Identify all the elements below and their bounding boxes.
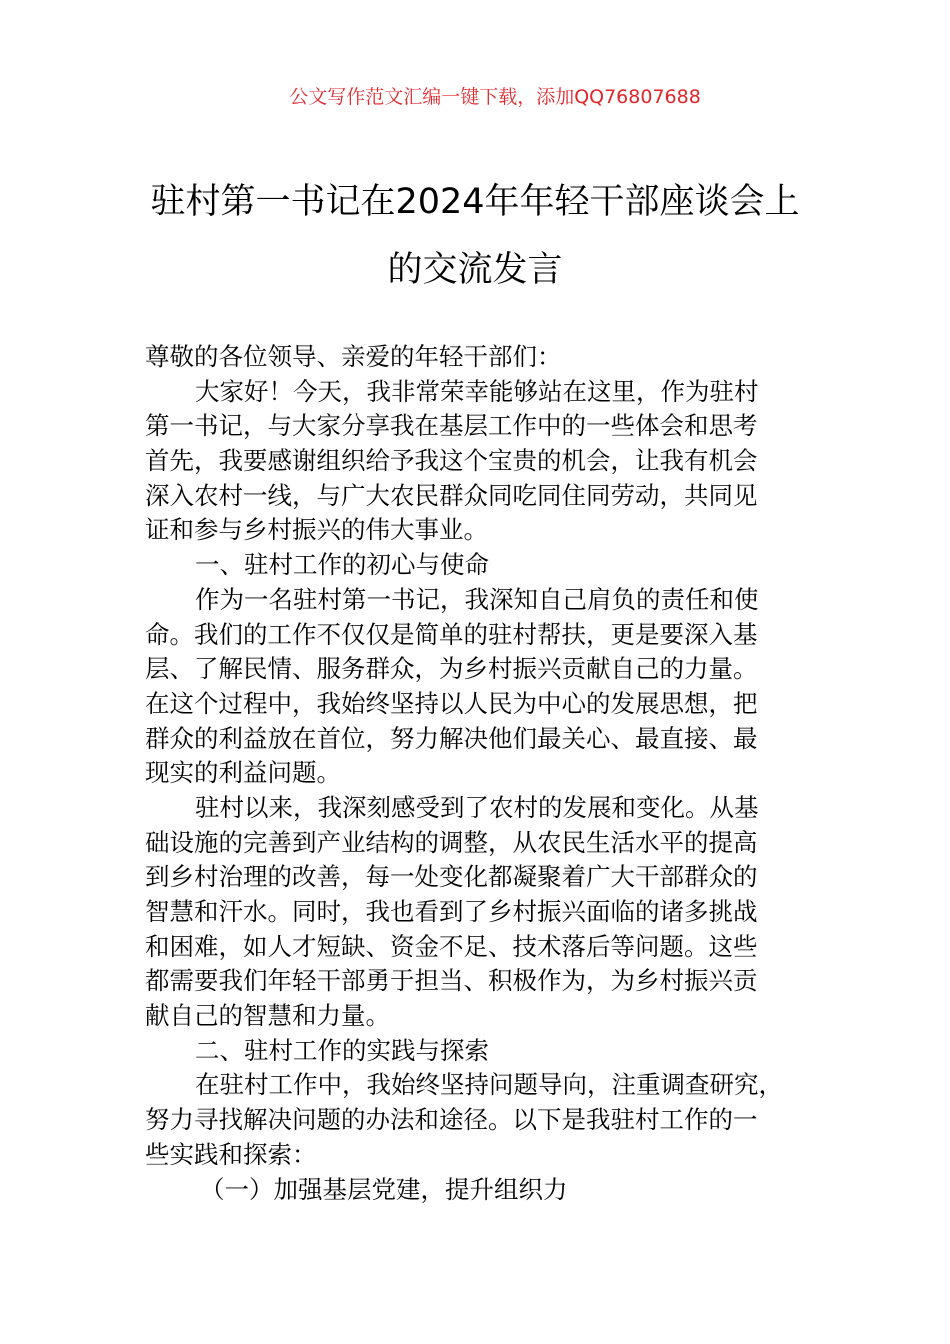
document-title-line-1: 驻村第一书记在2024年年轻干部座谈会上 bbox=[150, 182, 800, 222]
body-line: 智慧和汗水。同时，我也看到了乡村振兴面临的诸多挑战 bbox=[145, 897, 758, 926]
body-line: 础设施的完善到产业结构的调整，从农民生活水平的提高 bbox=[145, 827, 758, 857]
body-line: 在这个过程中，我始终坚持以人民为中心的发展思想，把 bbox=[145, 688, 758, 718]
body-line: 深入农村一线，与广大农民群众同吃同住同劳动，共同见 bbox=[145, 480, 758, 510]
body-line: 在驻村工作中，我始终坚持问题导向，注重调查研究， bbox=[195, 1070, 783, 1100]
body-line: 命。我们的工作不仅仅是简单的驻村帮扶，更是要深入基 bbox=[145, 619, 758, 649]
body-line: 层、了解民情、服务群众，为乡村振兴贡献自己的力量。 bbox=[145, 654, 758, 684]
body-line: 驻村以来，我深刻感受到了农村的发展和变化。从基 bbox=[195, 792, 759, 822]
body-line: 到乡村治理的改善，每一处变化都凝聚着广大干部群众的 bbox=[145, 862, 758, 892]
document-title-line-2: 的交流发言 bbox=[387, 250, 563, 290]
body-line: 努力寻找解决问题的办法和途径。以下是我驻村工作的一 bbox=[145, 1105, 758, 1135]
body-line: 首先，我要感谢组织给予我这个宝贵的机会，让我有机会 bbox=[145, 446, 758, 476]
body-line: 群众的利益放在首位，努力解决他们最关心、最直接、最 bbox=[145, 723, 758, 753]
body-line: 和困难，如人才短缺、资金不足、技术落后等问题。这些 bbox=[145, 931, 758, 961]
section-heading: 一、驻村工作的初心与使命 bbox=[195, 550, 489, 580]
body-line: 作为一名驻村第一书记，我深知自己肩负的责任和使 bbox=[195, 584, 759, 614]
subsection-heading: （一）加强基层党建，提升组织力 bbox=[200, 1174, 568, 1204]
document-body bbox=[145, 340, 845, 1207]
section-heading: 二、驻村工作的实践与探索 bbox=[195, 1035, 489, 1065]
body-line: 都需要我们年轻干部勇于担当、积极作为，为乡村振兴贡 bbox=[145, 966, 758, 996]
watermark-text: 公文写作范文汇编一键下载，添加QQ76807688 bbox=[289, 86, 701, 108]
body-line: 献自己的智慧和力量。 bbox=[145, 1001, 390, 1031]
body-line: 第一书记，与大家分享我在基层工作中的一些体会和思考 bbox=[145, 411, 758, 441]
body-line: 些实践和探索： bbox=[145, 1139, 317, 1169]
salutation: 尊敬的各位领导、亲爱的年轻干部们： bbox=[145, 342, 562, 371]
body-line: 现实的利益问题。 bbox=[145, 758, 341, 788]
body-line: 证和参与乡村振兴的伟大事业。 bbox=[145, 515, 488, 545]
body-line: 大家好！今天，我非常荣幸能够站在这里，作为驻村 bbox=[195, 376, 759, 406]
